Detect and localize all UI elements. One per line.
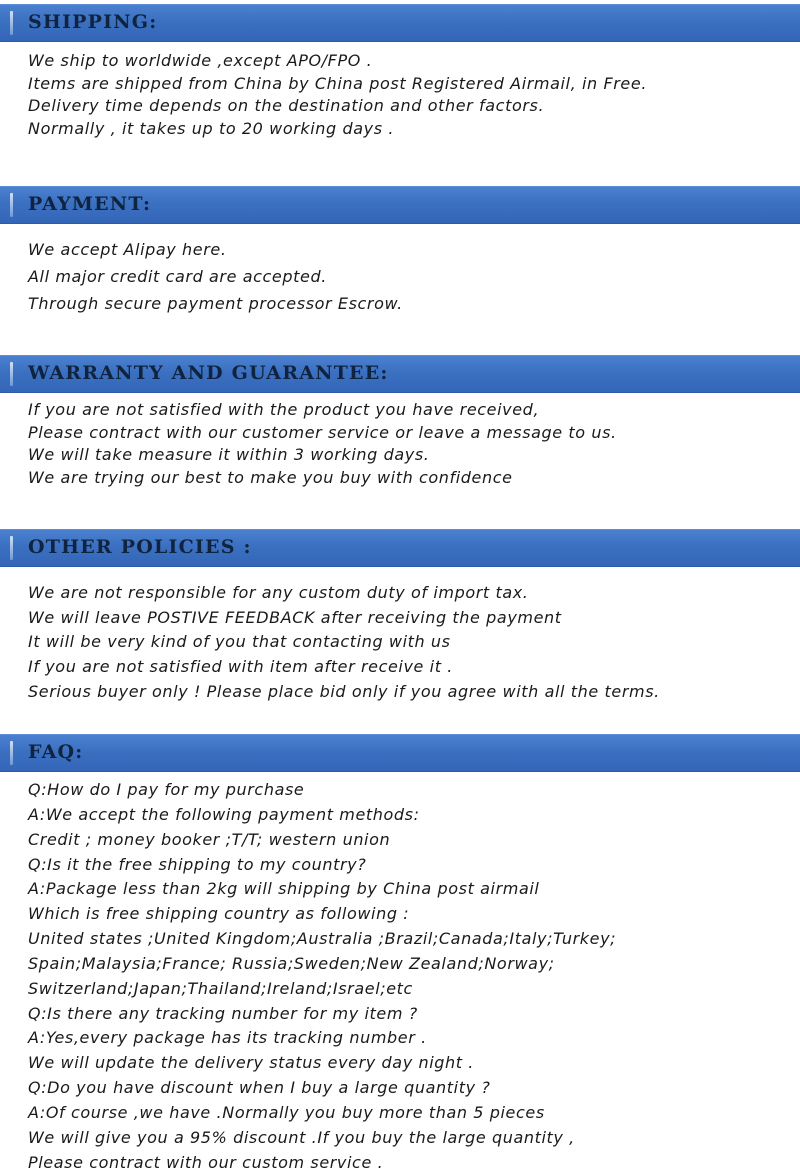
payment-section	[0, 186, 800, 313]
warranty-line: We will take measure it within 3 working days.	[28, 445, 430, 465]
header-accent-bar	[10, 536, 13, 560]
faq-text	[28, 778, 616, 1176]
other-policies-header	[0, 529, 800, 567]
faq-line: Please contract with our custom service .	[28, 1152, 384, 1172]
warranty-line: We are trying our best to make you buy with confidence	[28, 468, 513, 488]
shipping-line: We ship to worldwide ,except APO/FPO .	[28, 51, 373, 70]
shipping-header	[0, 4, 800, 42]
faq-section	[0, 734, 800, 1172]
faq-line: A:Yes,every package has its tracking number .	[28, 1028, 427, 1048]
warranty-section	[0, 355, 800, 488]
other-policies-line: If you are not satisfied with item after receive it .	[28, 657, 453, 677]
faq-line: We will give you a 95% discount .If you buy the large quantity ,	[28, 1127, 575, 1147]
faq-line: Q:Do you have discount when I buy a large quantity ?	[28, 1078, 491, 1098]
other-policies-line: It will be very kind of you that contacting with us	[28, 632, 451, 652]
faq-line: Which is free shipping country as following :	[28, 904, 410, 924]
warranty-header	[0, 355, 800, 393]
payment-header	[0, 186, 800, 224]
faq-line: We will update the delivery status every day night .	[28, 1053, 474, 1073]
faq-line: Switzerland;Japan;Thailand;Ireland;Israel;etc	[28, 978, 413, 998]
faq-line: Q:How do I pay for my purchase	[28, 780, 305, 799]
warranty-line: If you are not satisfied with the product you have received,	[28, 400, 540, 419]
faq-line: A:We accept the following payment methods:	[28, 804, 420, 824]
shipping-section	[0, 4, 800, 138]
faq-line: Q:Is there any tracking number for my item ?	[28, 1003, 418, 1023]
payment-title: PAYMENT:	[28, 193, 152, 215]
other-policies-line: Serious buyer only ! Please place bid only if you agree with all the terms.	[28, 681, 660, 701]
other-policies-line: We are not responsible for any custom duty of import tax.	[28, 583, 529, 602]
other-policies-text	[28, 581, 660, 705]
shipping-line: Normally , it takes up to 20 working days .	[28, 118, 395, 138]
faq-line: Spain;Malaysia;France; Russia;Sweden;New Zealand;Norway;	[28, 953, 555, 973]
shipping-text	[28, 50, 647, 140]
faq-line: Q:Is it the free shipping to my country?	[28, 854, 367, 874]
faq-line: A:Package less than 2kg will shipping by China post airmail	[28, 879, 540, 899]
header-accent-bar	[10, 741, 13, 765]
payment-line: All major credit card are accepted.	[28, 267, 327, 286]
header-accent-bar	[10, 193, 13, 217]
warranty-title: WARRANTY AND GUARANTEE:	[28, 362, 389, 384]
header-accent-bar	[10, 362, 13, 386]
other-policies-title: OTHER POLICIES :	[28, 536, 252, 558]
shipping-line: Items are shipped from China by China post Registered Airmail, in Free.	[28, 73, 648, 93]
warranty-text	[28, 399, 617, 490]
payment-text	[28, 236, 403, 317]
faq-header	[0, 734, 800, 772]
payment-line: We accept Alipay here.	[28, 240, 227, 259]
faq-title: FAQ:	[28, 741, 84, 763]
shipping-title: SHIPPING:	[28, 11, 158, 33]
faq-line: Credit ; money booker ;T/T; western union	[28, 829, 391, 849]
warranty-line: Please contract with our customer service or leave a message to us.	[28, 422, 617, 442]
faq-line: United states ;United Kingdom;Australia ;Brazil;Canada;Italy;Turkey;	[28, 929, 617, 949]
shipping-line: Delivery time depends on the destination and other factors.	[28, 96, 545, 115]
payment-line: Through secure payment processor Escrow.	[28, 294, 403, 313]
other-policies-line: We will leave POSTIVE FEEDBACK after receiving the payment	[28, 607, 562, 627]
header-accent-bar	[10, 11, 13, 35]
faq-line: A:Of course ,we have .Normally you buy more than 5 pieces	[28, 1102, 545, 1122]
other-policies-section	[0, 529, 800, 701]
